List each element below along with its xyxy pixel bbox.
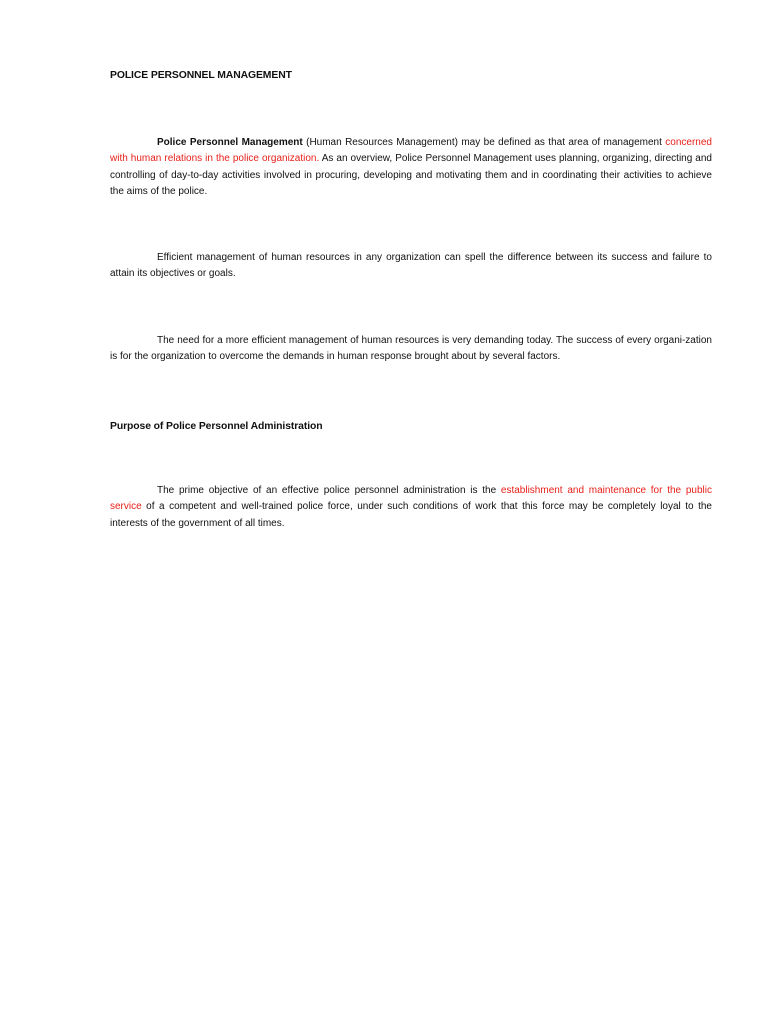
paragraph-efficiency: Efficient management of human resources in any organization can spell the difference between its success and failure to attain its objectives or goals. — [110, 252, 712, 280]
document-title: POLICE PERSONNEL MANAGEMENT — [110, 70, 292, 81]
paragraph-text: (Human Resources Management) may be defined as that area of management — [302, 137, 666, 148]
section-heading-purpose: Purpose of Police Personnel Administration — [110, 421, 323, 432]
paragraph-definition — [110, 135, 712, 201]
highlighted-text: concerned with human relations in the police organization. — [110, 137, 712, 165]
paragraph-text: As an overview, Police Personnel Management uses planning, organizing, directing and controlling of day-to-day activities involved in procuring, developing and motivating them and in coordinating their activities to achieve the aims of the police. — [110, 153, 712, 198]
paragraph-text: of a competent and well-trained police force, under such conditions of work that this force may be completely loyal to the interests of the government of all times. — [110, 501, 712, 529]
paragraph-text: The prime objective of an effective police personnel administration is the — [157, 485, 501, 496]
paragraph-lead-term: Police Personnel Management — [157, 137, 303, 148]
highlighted-text: establishment and maintenance for the public service — [110, 485, 712, 513]
paragraph-objective — [110, 483, 712, 532]
paragraph-need: The need for a more efficient management of human resources is very demanding today. The success of every organi-zation is for the organization to overcome the demands in human response brought about by several factors. — [110, 335, 712, 363]
